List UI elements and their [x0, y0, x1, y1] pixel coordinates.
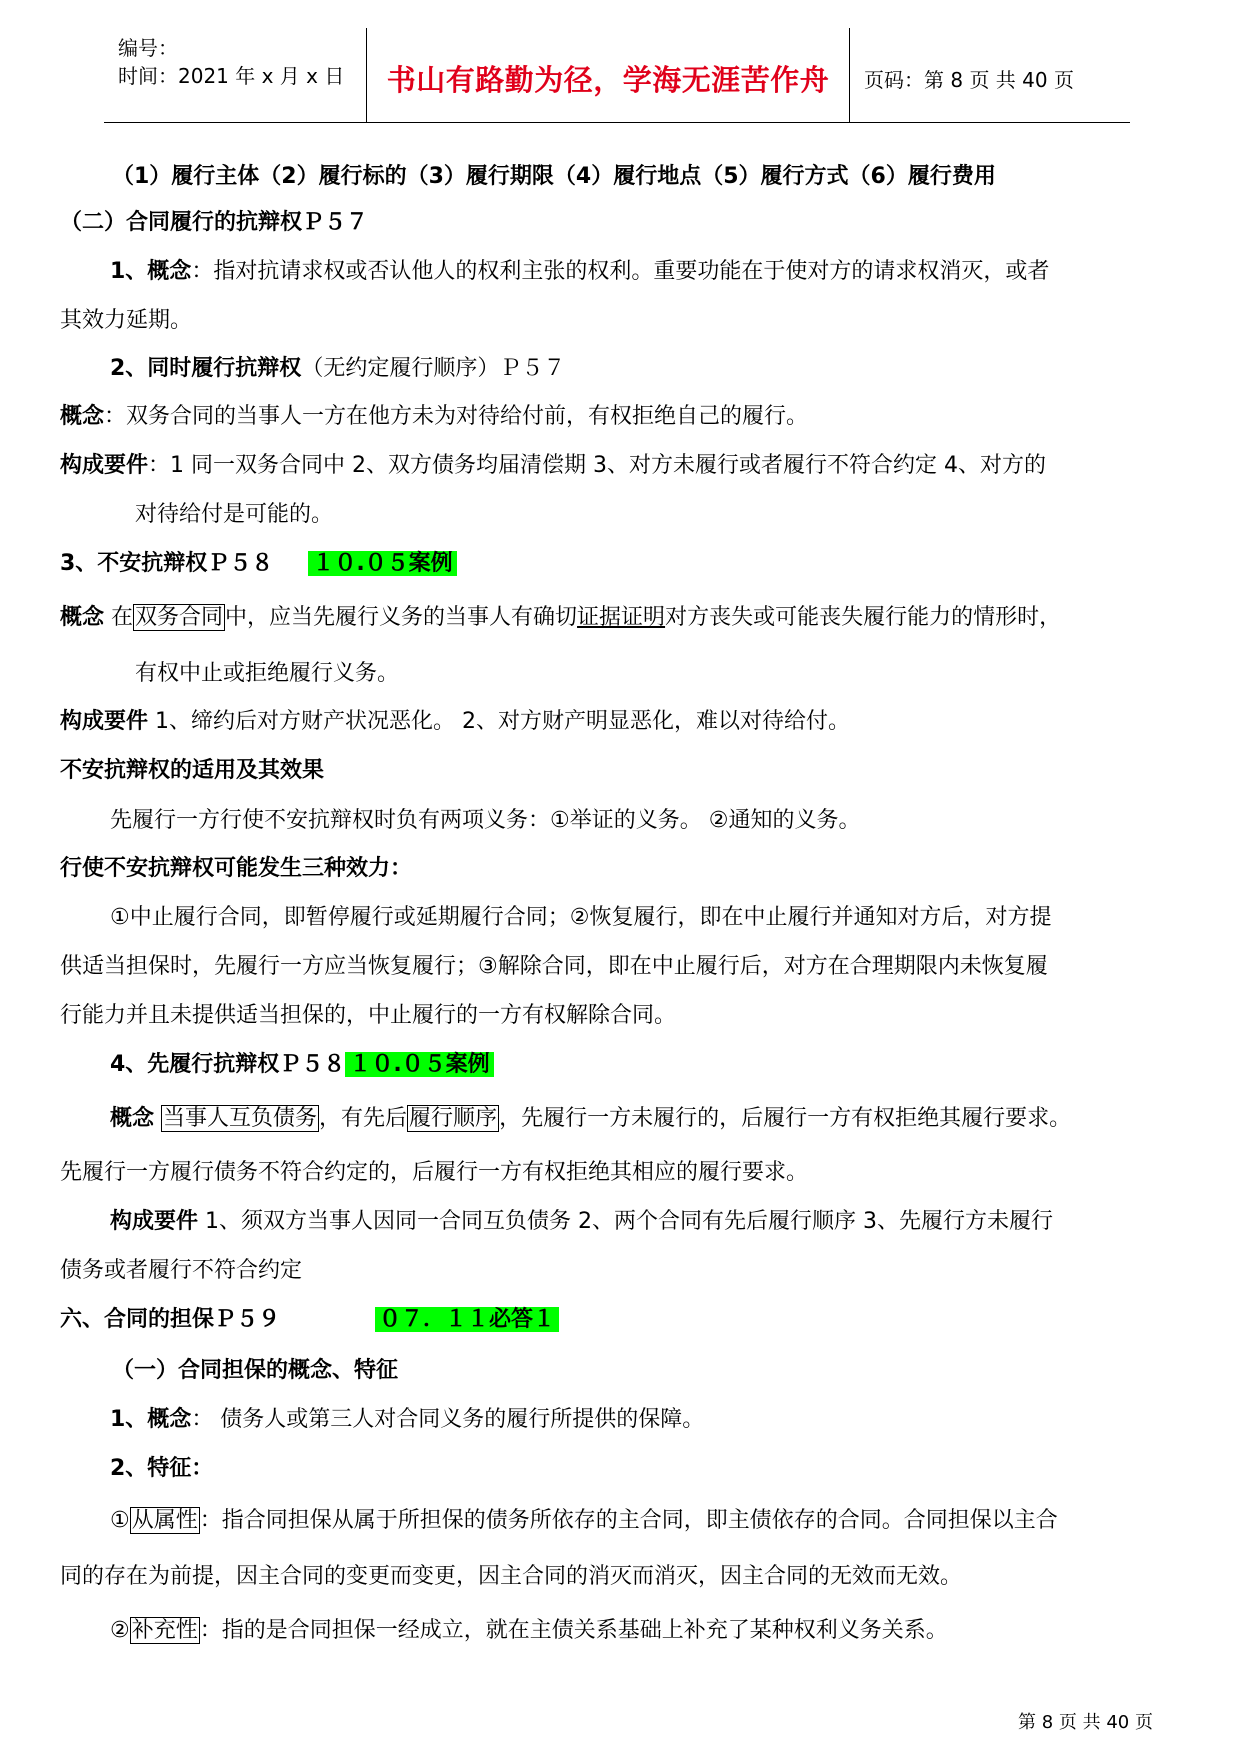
- paragraph-insecurity-elements: [60, 707, 850, 737]
- header-motto-cell: [367, 28, 850, 122]
- paragraph-feature-supplementary: [110, 1616, 948, 1646]
- paragraph-insecurity-concept-cont: 有权中止或拒绝履行义务。: [135, 661, 400, 686]
- document-time-label: 时间：2021 年 x 月 x 日: [118, 64, 345, 88]
- concept-text: 在: [104, 605, 134, 630]
- heading-features: 2、特征：: [110, 1456, 214, 1481]
- heading-contract-guarantee: [60, 1305, 559, 1335]
- elements-label: 构成要件: [60, 709, 149, 734]
- boxed-term: 双务合同: [135, 605, 224, 630]
- feature-text: ：指的是合同担保一经成立，就在主债关系基础上补充了某种权利义务关系。: [199, 1618, 948, 1643]
- paragraph-prior-concept: [110, 1104, 1071, 1134]
- paragraph-insecurity-concept: [60, 603, 1061, 633]
- paragraph-prior-concept-cont: 先履行一方履行债务不符合约定的，后履行一方有权拒绝其相应的履行要求。: [60, 1160, 809, 1185]
- prior-defense-title: 4、先履行抗辩权Ｐ５８: [110, 1052, 346, 1077]
- exam-tag-highlight: ０７．１１必答１: [375, 1307, 559, 1332]
- concept-text: ：双务合同的当事人一方在他方未为对待给付前，有权拒绝自己的履行。: [104, 404, 809, 429]
- paragraph-feature-subordinate-cont: 同的存在为前提，因主合同的变更而变更，因主合同的消灭而消灭，因主合同的无效而无效。: [60, 1564, 963, 1589]
- document-number-label: 编号：: [118, 36, 178, 60]
- paragraph-concept-cont: 其效力延期。: [60, 308, 193, 333]
- elements-text: 1、须双方当事人因同一合同互负债务 2、两个合同有先后履行顺序 3、先履行方未履行: [198, 1209, 1053, 1234]
- paragraph-simultaneous-concept: [60, 402, 808, 432]
- boxed-term: 补充性: [131, 1618, 198, 1643]
- boxed-term: 从属性: [131, 1508, 198, 1533]
- heading-prior-performance-defense: [110, 1050, 494, 1080]
- header-motto: 书山有路勤为径，学海无涯苦作舟: [386, 63, 830, 97]
- paragraph-feature-subordinate: [110, 1506, 1058, 1536]
- heading-simultaneous-defense: [110, 354, 565, 384]
- paragraph-concept: [110, 257, 1049, 287]
- simultaneous-defense-note: （无约定履行顺序）Ｐ５７: [301, 356, 566, 381]
- paragraph-prior-elements-cont: 债务或者履行不符合约定: [60, 1258, 303, 1283]
- concept-text: ，有先后: [319, 1106, 408, 1131]
- page-header: [104, 28, 1130, 123]
- guarantee-title: 六、合同的担保Ｐ５９: [60, 1307, 281, 1332]
- exam-tag-highlight: １０.０５案例: [308, 551, 456, 576]
- header-page-cell: [850, 28, 1130, 122]
- feature-text: ：指合同担保从属于所担保的债务所依存的主合同，即主债依存的合同。合同担保以主合: [199, 1508, 1058, 1533]
- paragraph-prior-elements: [110, 1207, 1053, 1237]
- elements-text: 1、缔约后对方财产状况恶化。 2、对方财产明显恶化，难以对待给付。: [148, 709, 850, 734]
- simultaneous-defense-title: 2、同时履行抗辩权: [110, 356, 302, 381]
- heading-three-effects: 行使不安抗辩权可能发生三种效力：: [60, 856, 413, 881]
- paragraph-two-obligations: 先履行一方行使不安抗辩权时负有两项义务：①举证的义务。 ②通知的义务。: [110, 808, 861, 833]
- concept-text: 对方丧失或可能丧失履行能力的情形时，: [665, 605, 1062, 630]
- heading-insecurity-defense: [60, 549, 457, 579]
- concept-text: 中，应当先履行义务的当事人有确切: [225, 605, 578, 630]
- elements-label: 构成要件: [60, 453, 149, 478]
- concept-label: 1、概念: [110, 1407, 192, 1432]
- elements-label: 构成要件: [110, 1209, 199, 1234]
- paragraph-effects-3: 行能力并且未提供适当担保的，中止履行的一方有权解除合同。: [60, 1003, 677, 1028]
- boxed-term: 当事人互负债务: [163, 1106, 318, 1131]
- insecurity-defense-title: 3、不安抗辩权Ｐ５８: [60, 551, 274, 576]
- concept-text: ： 债务人或第三人对合同义务的履行所提供的保障。: [191, 1407, 705, 1432]
- paragraph-simultaneous-elements-cont: 对待给付是可能的。: [135, 502, 334, 527]
- paragraph-effects-1: ①中止履行合同，即暂停履行或延期履行合同；②恢复履行，即在中止履行并通知对方后，对方提: [110, 905, 1052, 930]
- concept-label: 概念: [60, 404, 105, 429]
- boxed-term: 履行顺序: [409, 1106, 498, 1131]
- concept-label: 1、概念: [110, 259, 192, 284]
- concept-label: 概念: [110, 1106, 155, 1131]
- paragraph-guarantee-concept: [110, 1405, 704, 1435]
- list-marker: ①: [110, 1508, 130, 1533]
- concept-text: ：指对抗请求权或否认他人的权利主张的权利。重要功能在于使对方的请求权消灭，或者: [191, 259, 1050, 284]
- heading-guarantee-concept-features: （一）合同担保的概念、特征: [112, 1358, 399, 1383]
- performance-items-line: （1）履行主体（2）履行标的（3）履行期限（4）履行地点（5）履行方式（6）履行费用: [112, 164, 996, 189]
- exam-tag-highlight: １０.０５案例: [345, 1052, 493, 1077]
- list-marker: ②: [110, 1618, 130, 1643]
- header-page-info: 页码：第 8 页 共 40 页: [864, 68, 1074, 92]
- header-meta-cell: [104, 28, 367, 122]
- elements-text: ：1 同一双务合同中 2、双方债务均届清偿期 3、对方未履行或者履行不符合约定 4、对方的: [148, 453, 1046, 478]
- paragraph-effects-2: 供适当担保时，先履行一方应当恢复履行；③解除合同，即在中止履行后，对方在合理期限内未恢复履: [60, 954, 1048, 979]
- section-heading-defense-rights: （二）合同履行的抗辩权Ｐ５７: [60, 210, 369, 235]
- underlined-term: 证据证明: [577, 605, 666, 630]
- concept-label: 概念: [60, 605, 105, 630]
- concept-text: ，先履行一方未履行的，后履行一方有权拒绝其履行要求。: [499, 1106, 1072, 1131]
- heading-insecurity-application: 不安抗辩权的适用及其效果: [60, 758, 325, 783]
- page-footer: 第 8 页 共 40 页: [1018, 1712, 1153, 1733]
- paragraph-simultaneous-elements: [60, 451, 1046, 481]
